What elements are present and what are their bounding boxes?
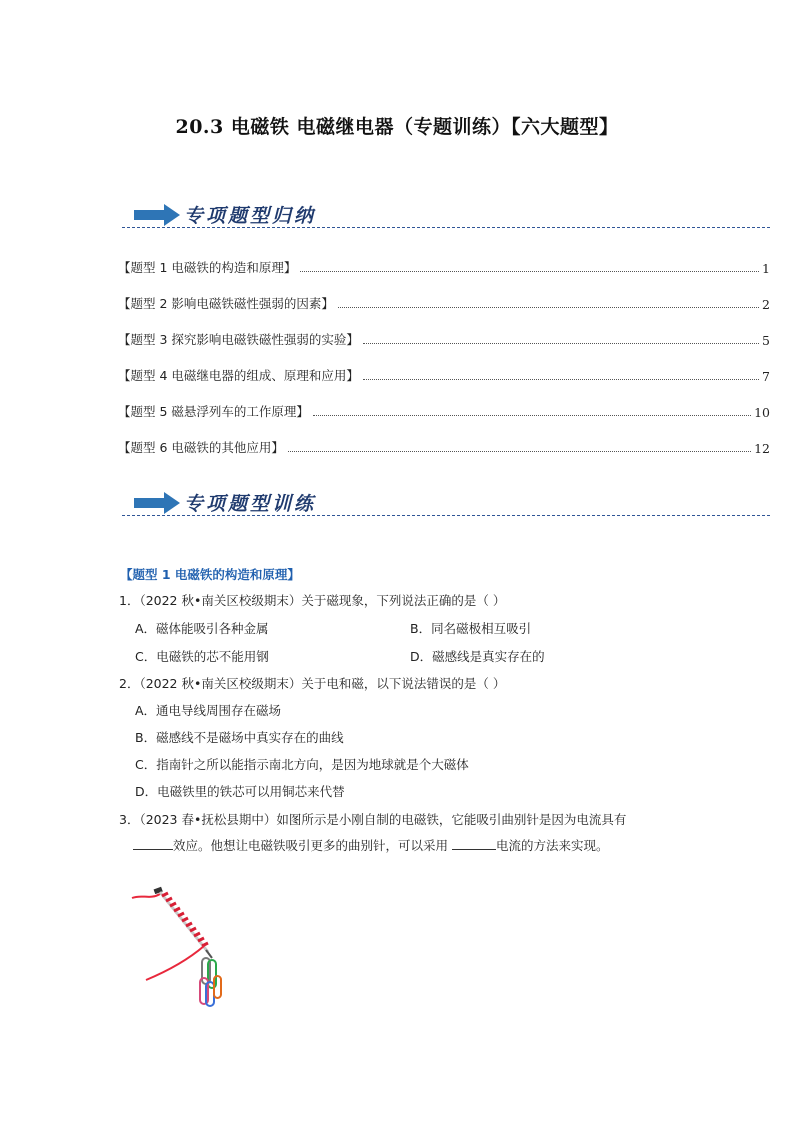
toc-page-number: 7 [762,369,770,384]
toc-item[interactable] [118,438,770,456]
toc-item-label: 【题型 3 探究影响电磁铁磁性强弱的实验】 [118,332,359,347]
question-1-option-c[interactable]: C．电磁铁的芯不能用钢 [135,649,269,664]
toc-item[interactable] [118,258,770,276]
electromagnet-figure [130,880,240,1015]
question-2-stem: 2．（2022 秋•南关区校级期末）关于电和磁，以下说法错误的是（ ） [119,676,506,691]
arrow-right-icon [134,492,180,514]
toc-page-number: 10 [754,405,770,420]
toc-item[interactable] [118,294,770,312]
section-heading: 【题型 1 电磁铁的构造和原理】 [120,567,300,582]
question-2-option-b[interactable]: B．磁感线不是磁场中真实存在的曲线 [135,730,344,745]
question-2-option-d[interactable]: D．电磁铁里的铁芯可以用铜芯来代替 [135,784,345,799]
training-banner-label: 专项题型训练 [184,493,317,515]
toc-item[interactable] [118,366,770,384]
banner-divider [122,515,770,516]
coil [160,892,208,952]
toc-item[interactable] [118,402,770,420]
question-2-option-c[interactable]: C．指南针之所以能指示南北方向，是因为地球就是个大磁体 [135,757,469,772]
wire-lead-bottom [146,946,204,980]
question-3-line-2 [133,836,609,854]
question-1-option-d[interactable]: D．磁感线是真实存在的 [410,649,545,664]
paperclips [200,958,221,1006]
question-2-option-a[interactable]: A．通电导线周围存在磁场 [135,703,282,718]
banner-divider [122,227,770,228]
summary-banner-label: 专项题型归纳 [184,205,317,227]
training-banner [122,488,770,518]
arrow-right-icon [134,204,180,226]
question-3-text-b: 电流的方法来实现。 [495,838,609,853]
toc-leader [363,343,759,344]
toc-leader [288,451,751,452]
question-3-stem: 3．（2023 春•抚松县期中）如图所示是小刚自制的电磁铁，它能吸引曲别针是因为电流具有 [119,812,627,827]
toc-page-number: 2 [762,297,770,312]
toc-item-label: 【题型 1 电磁铁的构造和原理】 [118,260,297,275]
toc-item-label: 【题型 2 影响电磁铁磁性强弱的因素】 [118,296,334,311]
question-3-text-a: 效应。他想让电磁铁吸引更多的曲别针，可以采用 [173,838,452,853]
toc-item[interactable] [118,330,770,348]
toc-leader [313,415,751,416]
question-1-stem: 1．（2022 秋•南关区校级期末）关于磁现象，下列说法正确的是（ ） [119,593,506,608]
toc-page-number: 5 [762,333,770,348]
toc-item-label: 【题型 6 电磁铁的其他应用】 [118,440,284,455]
toc-item-label: 【题型 4 电磁继电器的组成、原理和应用】 [118,368,359,383]
wire-lead-top [132,894,160,898]
summary-banner [122,200,770,230]
toc-leader [363,379,759,380]
question-1-option-b[interactable]: B．同名磁极相互吸引 [410,621,532,636]
toc-page-number: 1 [762,261,770,276]
question-1-option-a[interactable]: A．磁体能吸引各种金属 [135,621,269,636]
toc-leader [300,271,759,272]
page-title: 20.3 电磁铁 电磁继电器（专题训练）【六大题型】 [175,116,619,138]
toc-page-number: 12 [754,441,770,456]
nail-tip [206,950,212,958]
toc-leader [338,307,759,308]
toc-item-label: 【题型 5 磁悬浮列车的工作原理】 [118,404,309,419]
answer-blank-2[interactable] [452,837,496,850]
answer-blank-1[interactable] [133,837,173,850]
